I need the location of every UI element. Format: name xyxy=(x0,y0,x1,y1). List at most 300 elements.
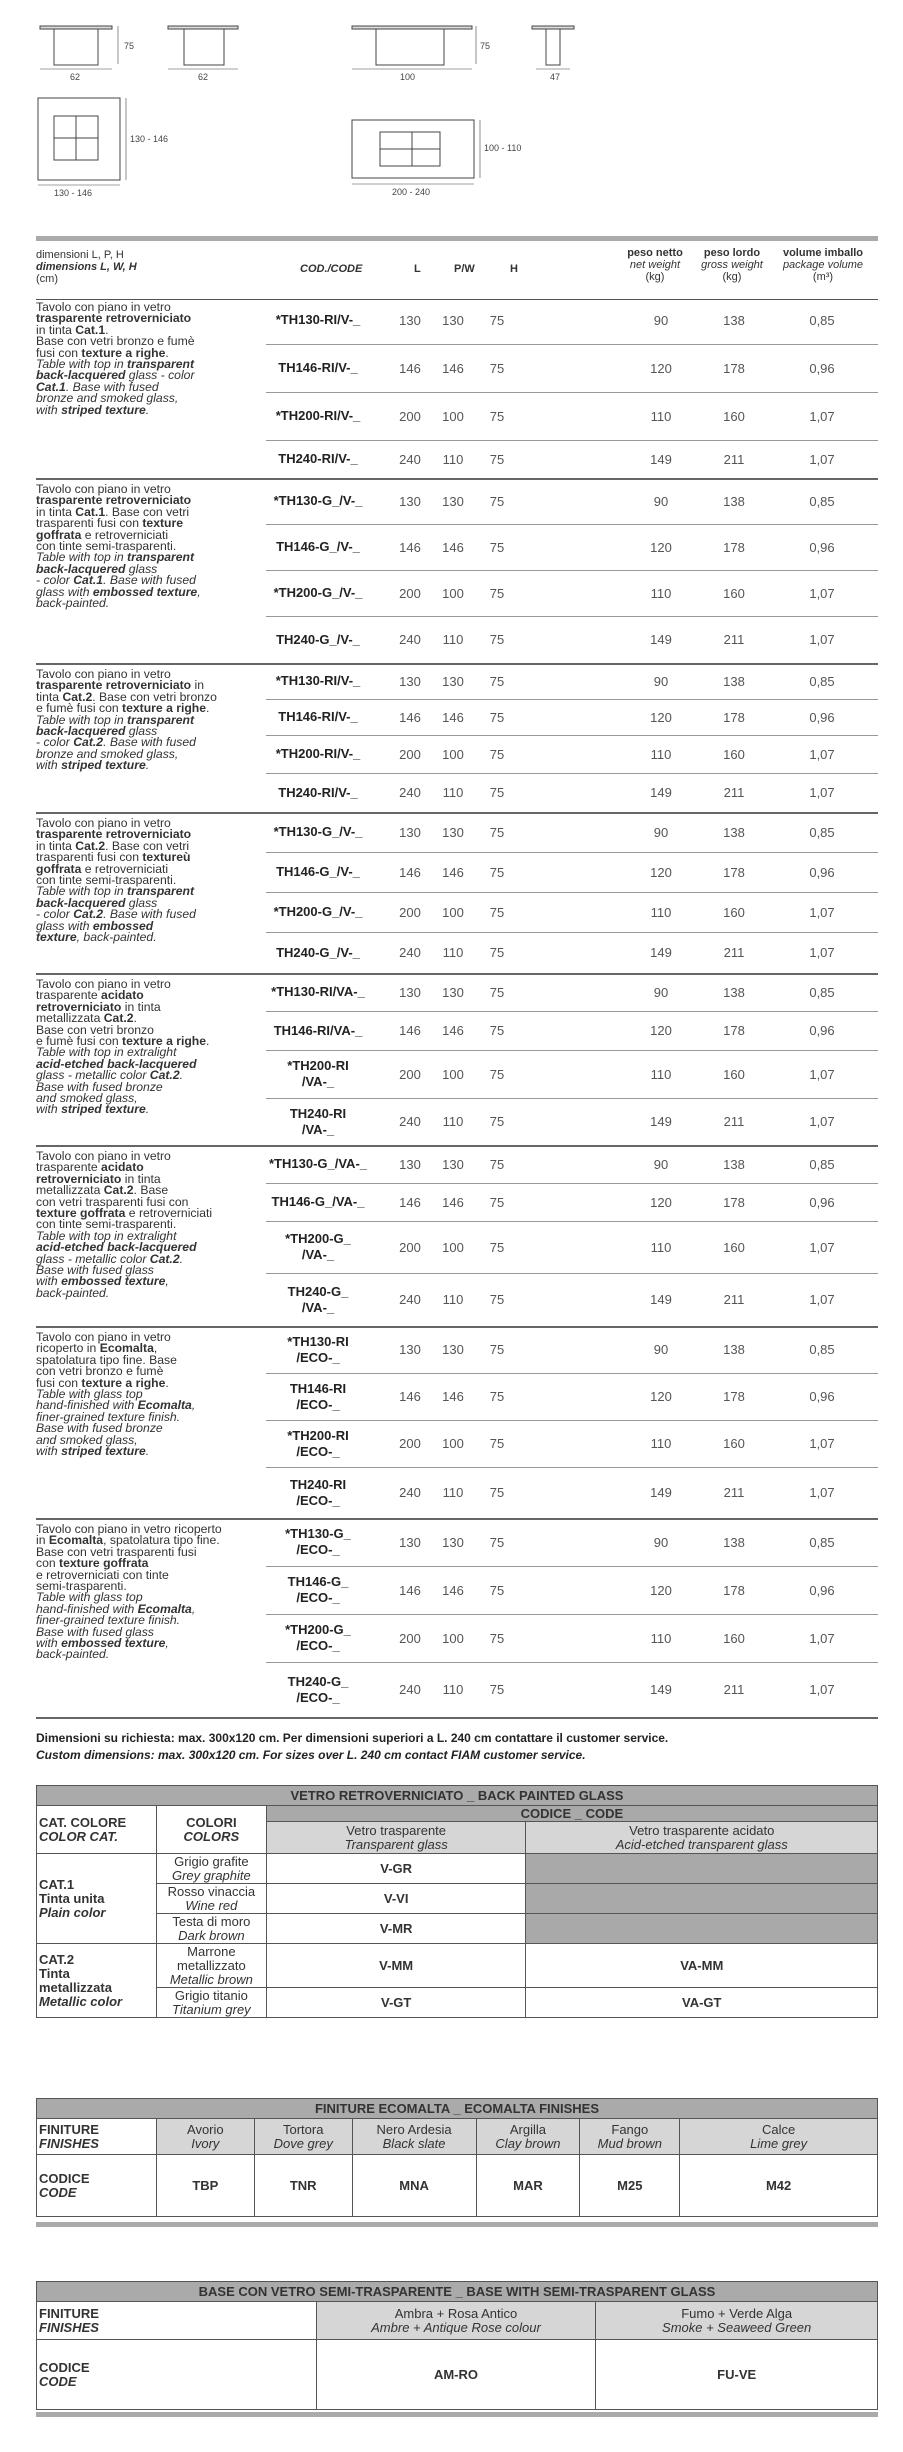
value-v: 1,07 xyxy=(809,905,835,920)
table-row xyxy=(266,1373,878,1421)
value-g: 160 xyxy=(723,905,745,920)
value-v: 0,96 xyxy=(809,865,835,880)
value-l: 240 xyxy=(399,945,421,960)
value-h: 75 xyxy=(489,825,505,840)
dim-top1-width: 130 - 146 xyxy=(54,188,93,198)
value-w: 130 xyxy=(442,1157,464,1172)
value-g: 160 xyxy=(723,747,745,762)
value-l: 200 xyxy=(399,1240,421,1255)
value-n: 110 xyxy=(650,409,672,424)
value-n: 120 xyxy=(650,865,672,880)
value-n: 149 xyxy=(650,452,672,467)
finishes-label: FINITURE FINISHES xyxy=(37,2302,317,2340)
product-code: *TH130-RI/VA-_ xyxy=(271,984,365,999)
value-g: 160 xyxy=(723,586,745,601)
table-row xyxy=(266,1098,878,1145)
table-row xyxy=(266,296,878,345)
value-h: 75 xyxy=(489,1067,505,1082)
table-row xyxy=(266,1183,878,1222)
value-l: 130 xyxy=(399,985,421,1000)
table-row xyxy=(266,663,878,700)
value-w: 146 xyxy=(442,361,464,376)
value-n: 110 xyxy=(650,586,672,601)
value-v: 0,85 xyxy=(809,674,835,689)
color-cell: Rosso vinaccia Wine red xyxy=(156,1884,266,1914)
value-h: 75 xyxy=(489,1682,505,1697)
value-l: 146 xyxy=(399,361,421,376)
value-n: 149 xyxy=(650,1682,672,1697)
group-4-description: Tavolo con piano in vetro trasparente retroverniciato in tinta Cat.2. Base con vetri trasparenti fusi con textureù goffrata e retroverniciati con tinte semi-trasparenti. Table with top in transparent back-lacquered glass - color Cat.2. Base with fused glass with embossed texture, back-painted. xyxy=(36,816,196,945)
value-w: 110 xyxy=(442,452,464,467)
header-dimensions: dimensioni L, P, H dimensions L, W, H (cm) xyxy=(36,249,137,285)
product-code: TH146-G_/VA-_ xyxy=(271,1194,365,1209)
code-cell: V-VI xyxy=(266,1884,526,1914)
value-l: 200 xyxy=(399,409,421,424)
value-w: 146 xyxy=(442,540,464,555)
value-l: 240 xyxy=(399,1114,421,1129)
table-row xyxy=(266,1662,878,1717)
finish-code: AM-RO xyxy=(316,2340,596,2410)
finish-name: Avorio Ivory xyxy=(156,2119,254,2155)
color-cell: Marrone metallizzato Metallic brown xyxy=(156,1944,266,1988)
value-h: 75 xyxy=(489,313,505,328)
value-n: 149 xyxy=(650,1292,672,1307)
table-row xyxy=(266,735,878,774)
value-v: 0,85 xyxy=(809,825,835,840)
value-g: 160 xyxy=(723,409,745,424)
code-cell: VA-MM xyxy=(526,1944,878,1988)
dim-width-2: 62 xyxy=(198,72,209,82)
product-code: TH146-G_ /ECO-_ xyxy=(287,1574,349,1605)
finish-code: MAR xyxy=(476,2155,580,2217)
value-w: 146 xyxy=(442,865,464,880)
value-h: 75 xyxy=(489,1240,505,1255)
product-code: TH240-G_ /VA-_ xyxy=(287,1284,349,1315)
dim-top1-height: 130 - 146 xyxy=(130,134,169,144)
product-code: TH146-RI /ECO-_ xyxy=(289,1381,347,1412)
value-l: 130 xyxy=(399,494,421,509)
product-group xyxy=(36,812,878,975)
value-v: 0,96 xyxy=(809,1023,835,1038)
value-w: 110 xyxy=(442,1292,464,1307)
value-l: 240 xyxy=(399,1485,421,1500)
value-h: 75 xyxy=(489,494,505,509)
value-n: 90 xyxy=(653,1157,669,1172)
value-l: 240 xyxy=(399,1292,421,1307)
value-n: 120 xyxy=(650,361,672,376)
product-code: TH146-RI/V-_ xyxy=(278,709,358,724)
acid-etched-glass-header: Vetro trasparente acidato Acid-etched transparent glass xyxy=(526,1822,878,1854)
code-label: CODICE CODE xyxy=(37,2155,157,2217)
value-v: 1,07 xyxy=(809,945,835,960)
value-v: 1,07 xyxy=(809,1114,835,1129)
value-n: 90 xyxy=(653,825,669,840)
value-n: 120 xyxy=(650,1023,672,1038)
product-code: TH240-G_ /ECO-_ xyxy=(287,1674,349,1705)
table-row xyxy=(266,1467,878,1518)
finish-name: Fango Mud brown xyxy=(580,2119,680,2155)
table-row xyxy=(266,524,878,571)
table-row xyxy=(266,932,878,973)
value-l: 146 xyxy=(399,710,421,725)
ecomalta-finishes-table xyxy=(36,2098,878,2217)
value-w: 146 xyxy=(442,710,464,725)
value-n: 149 xyxy=(650,1485,672,1500)
value-g: 178 xyxy=(723,865,745,880)
value-w: 100 xyxy=(442,905,464,920)
value-n: 120 xyxy=(650,1583,672,1598)
value-h: 75 xyxy=(489,1292,505,1307)
value-n: 90 xyxy=(653,985,669,1000)
value-g: 138 xyxy=(723,1157,745,1172)
table-row xyxy=(266,699,878,736)
value-g: 138 xyxy=(723,985,745,1000)
finish-code: MNA xyxy=(352,2155,476,2217)
value-v: 1,07 xyxy=(809,785,835,800)
value-g: 178 xyxy=(723,361,745,376)
finish-name: Calce Lime grey xyxy=(680,2119,878,2155)
product-group xyxy=(36,663,878,814)
value-v: 1,07 xyxy=(809,1485,835,1500)
product-code: *TH130-G_/V-_ xyxy=(273,493,363,508)
product-code: TH146-G_/V-_ xyxy=(276,539,360,554)
value-g: 138 xyxy=(723,674,745,689)
finish-code: TBP xyxy=(156,2155,254,2217)
value-h: 75 xyxy=(489,1342,505,1357)
value-n: 110 xyxy=(650,747,672,762)
empty-code-cell xyxy=(526,1914,878,1944)
value-n: 110 xyxy=(650,1067,672,1082)
product-code: TH240-RI/V-_ xyxy=(278,785,358,800)
dim-height-1: 75 xyxy=(124,41,135,51)
product-group xyxy=(36,1326,878,1520)
value-l: 146 xyxy=(399,540,421,555)
value-v: 1,07 xyxy=(809,1631,835,1646)
value-n: 149 xyxy=(650,945,672,960)
value-h: 75 xyxy=(489,586,505,601)
product-group xyxy=(36,478,878,665)
table-row xyxy=(266,973,878,1012)
value-g: 178 xyxy=(723,1195,745,1210)
group-1-description: Tavolo con piano in vetro trasparente retroverniciato in tinta Cat.1. Base con vetri bronzo e fumè fusi con texture a righe. Table with top in transparent back-lacquered glass - color Cat.1. Base with fused bronze and smoked glass, with striped texture. xyxy=(36,300,195,417)
product-code: *TH130-G_ /ECO-_ xyxy=(285,1526,351,1557)
value-l: 130 xyxy=(399,1342,421,1357)
value-v: 1,07 xyxy=(809,1067,835,1082)
value-n: 120 xyxy=(650,1389,672,1404)
table-row xyxy=(266,392,878,441)
table-row xyxy=(266,1011,878,1051)
transparent-glass-header: Vetro trasparente Transparent glass xyxy=(266,1822,526,1854)
group-7-description: Tavolo con piano in vetro ricoperto in Ecomalta, spatolatura tipo fine. Base con vetri bronzo e fumè fusi con texture a righe. Table with glass top hand-finished with Ecomalta, finer-grained texture finish. Base with fused bronze and smoked glass, with striped texture. xyxy=(36,1330,196,1459)
value-v: 1,07 xyxy=(809,632,835,647)
product-drawings xyxy=(0,0,903,200)
color-cell: Grigio grafite Grey graphite xyxy=(156,1854,266,1884)
color-category-header: CAT. COLORE COLOR CAT. xyxy=(37,1806,157,1854)
ecomalta-bottom-rule xyxy=(36,2222,878,2227)
product-code: TH240-RI /VA-_ xyxy=(289,1106,347,1137)
code-cell: V-GR xyxy=(266,1854,526,1884)
color-cell: Testa di moro Dark brown xyxy=(156,1914,266,1944)
value-n: 90 xyxy=(653,674,669,689)
value-w: 110 xyxy=(442,1114,464,1129)
value-w: 146 xyxy=(442,1389,464,1404)
table-row xyxy=(266,812,878,853)
empty-code-cell xyxy=(526,1884,878,1914)
custom-dimensions-note-it: Dimensioni su richiesta: max. 300x120 cm. Per dimensioni superiori a L. 240 cm contattare il customer service. xyxy=(36,1731,669,1745)
value-v: 0,96 xyxy=(809,1195,835,1210)
value-l: 200 xyxy=(399,905,421,920)
value-w: 130 xyxy=(442,494,464,509)
product-group xyxy=(36,1145,878,1328)
table-row xyxy=(266,1614,878,1663)
value-h: 75 xyxy=(489,632,505,647)
value-l: 200 xyxy=(399,1436,421,1451)
header-volume: volume imballo package volume (m³) xyxy=(782,247,864,283)
table-row xyxy=(266,892,878,933)
value-l: 240 xyxy=(399,632,421,647)
value-w: 110 xyxy=(442,785,464,800)
table-row xyxy=(266,1145,878,1184)
value-v: 0,85 xyxy=(809,1157,835,1172)
value-h: 75 xyxy=(489,710,505,725)
table-row xyxy=(266,1518,878,1567)
value-n: 110 xyxy=(650,1240,672,1255)
table-row xyxy=(266,1221,878,1274)
value-g: 138 xyxy=(723,825,745,840)
value-l: 240 xyxy=(399,452,421,467)
value-l: 130 xyxy=(399,825,421,840)
value-l: 130 xyxy=(399,313,421,328)
value-h: 75 xyxy=(489,409,505,424)
value-h: 75 xyxy=(489,1436,505,1451)
group-5-description: Tavolo con piano in vetro trasparente acidato retroverniciato in tinta metallizzata Cat.2. Base con vetri bronzo e fumè fusi con texture a righe. Table with top in extralight acid-etched back-lacquered glass - metallic color Cat.2. Base with fused bronze and smoked glass, with striped texture. xyxy=(36,977,210,1117)
value-v: 0,85 xyxy=(809,985,835,1000)
value-g: 160 xyxy=(723,1240,745,1255)
table-row xyxy=(266,1420,878,1468)
value-v: 1,07 xyxy=(809,747,835,762)
value-v: 0,96 xyxy=(809,540,835,555)
value-g: 211 xyxy=(723,1485,745,1500)
value-n: 90 xyxy=(653,313,669,328)
finish-name: Nero Ardesia Black slate xyxy=(352,2119,476,2155)
value-l: 240 xyxy=(399,785,421,800)
value-h: 75 xyxy=(489,865,505,880)
value-w: 100 xyxy=(442,409,464,424)
value-h: 75 xyxy=(489,1583,505,1598)
value-h: 75 xyxy=(489,1195,505,1210)
product-code: TH146-G_/V-_ xyxy=(276,864,360,879)
value-g: 138 xyxy=(723,494,745,509)
group-2-description: Tavolo con piano in vetro trasparente retroverniciato in tinta Cat.1. Base con vetri trasparenti fusi con texture goffrata e retroverniciati con tinte semi-trasparenti. Table with top in transparent back-lacquered glass - color Cat.1. Base with fused glass with embossed texture, back-painted. xyxy=(36,482,201,611)
value-n: 90 xyxy=(653,1342,669,1357)
code-cell: V-MR xyxy=(266,1914,526,1944)
cat1-label: CAT.1 Tinta unita Plain color xyxy=(37,1854,157,1944)
value-g: 178 xyxy=(723,710,745,725)
product-group xyxy=(36,1518,878,1719)
value-v: 0,96 xyxy=(809,710,835,725)
value-h: 75 xyxy=(489,452,505,467)
product-code: *TH200-G_ /VA-_ xyxy=(285,1231,351,1262)
value-g: 211 xyxy=(723,452,745,467)
value-h: 75 xyxy=(489,1389,505,1404)
code-header: CODICE _ CODE xyxy=(266,1806,877,1822)
product-code: *TH130-RI/V-_ xyxy=(275,673,361,688)
value-l: 200 xyxy=(399,1067,421,1082)
value-g: 138 xyxy=(723,1535,745,1550)
value-n: 110 xyxy=(650,1631,672,1646)
dim-width-1: 62 xyxy=(70,72,81,82)
value-l: 200 xyxy=(399,747,421,762)
value-n: 110 xyxy=(650,905,672,920)
finish-code: M42 xyxy=(680,2155,878,2217)
value-l: 130 xyxy=(399,1157,421,1172)
value-h: 75 xyxy=(489,1485,505,1500)
value-w: 130 xyxy=(442,313,464,328)
product-code: *TH200-G_ /ECO-_ xyxy=(285,1622,351,1653)
ecomalta-title: FINITURE ECOMALTA _ ECOMALTA FINISHES xyxy=(37,2099,878,2119)
finishes-label: FINITURE FINISHES xyxy=(37,2119,157,2155)
header-pw: P/W xyxy=(454,263,475,275)
value-n: 149 xyxy=(650,632,672,647)
value-l: 146 xyxy=(399,1023,421,1038)
table-row xyxy=(266,440,878,478)
header-l: L xyxy=(414,263,421,275)
value-h: 75 xyxy=(489,1023,505,1038)
finish-name: Fumo + Verde Alga Smoke + Seaweed Green xyxy=(596,2302,878,2340)
value-w: 110 xyxy=(442,945,464,960)
product-code: TH240-G_/V-_ xyxy=(276,632,360,647)
value-h: 75 xyxy=(489,747,505,762)
value-l: 130 xyxy=(399,1535,421,1550)
code-cell: V-GT xyxy=(266,1988,526,2018)
value-h: 75 xyxy=(489,1535,505,1550)
custom-dimensions-note-en: Custom dimensions: max. 300x120 cm. For sizes over L. 240 cm contact FIAM customer service. xyxy=(36,1748,586,1762)
finish-name: Argilla Clay brown xyxy=(476,2119,580,2155)
value-g: 211 xyxy=(723,1114,745,1129)
product-code: TH240-RI /ECO-_ xyxy=(289,1477,347,1508)
semi-transparent-base-table xyxy=(36,2281,878,2410)
value-g: 138 xyxy=(723,313,745,328)
semi-bottom-rule xyxy=(36,2412,878,2417)
table-row xyxy=(266,1273,878,1326)
finish-code: FU-VE xyxy=(596,2340,878,2410)
value-w: 100 xyxy=(442,747,464,762)
value-g: 138 xyxy=(723,1342,745,1357)
value-g: 211 xyxy=(723,632,745,647)
finish-code: M25 xyxy=(580,2155,680,2217)
value-n: 149 xyxy=(650,1114,672,1129)
table-row xyxy=(266,570,878,617)
value-g: 211 xyxy=(723,785,745,800)
value-w: 130 xyxy=(442,1342,464,1357)
value-w: 146 xyxy=(442,1023,464,1038)
value-n: 110 xyxy=(650,1436,672,1451)
colors-header: COLORI COLORS xyxy=(156,1806,266,1854)
value-l: 200 xyxy=(399,586,421,601)
value-l: 200 xyxy=(399,1631,421,1646)
finish-code: TNR xyxy=(254,2155,352,2217)
value-v: 1,07 xyxy=(809,586,835,601)
table-row xyxy=(266,616,878,663)
value-h: 75 xyxy=(489,1631,505,1646)
value-v: 0,85 xyxy=(809,494,835,509)
value-g: 160 xyxy=(723,1631,745,1646)
value-g: 178 xyxy=(723,1583,745,1598)
value-v: 0,96 xyxy=(809,1389,835,1404)
code-cell: V-MM xyxy=(266,1944,526,1988)
table-row xyxy=(266,478,878,525)
value-g: 178 xyxy=(723,1023,745,1038)
value-g: 211 xyxy=(723,1292,745,1307)
semi-title: BASE CON VETRO SEMI-TRASPARENTE _ BASE WITH SEMI-TRASPARENT GLASS xyxy=(37,2282,878,2302)
product-code: *TH130-G_/VA-_ xyxy=(268,1156,367,1171)
value-h: 75 xyxy=(489,985,505,1000)
value-h: 75 xyxy=(489,905,505,920)
value-h: 75 xyxy=(489,361,505,376)
product-code: *TH200-RI/V-_ xyxy=(275,408,361,423)
value-v: 1,07 xyxy=(809,1292,835,1307)
value-v: 0,96 xyxy=(809,1583,835,1598)
value-h: 75 xyxy=(489,1157,505,1172)
value-w: 100 xyxy=(442,1436,464,1451)
value-w: 110 xyxy=(442,1682,464,1697)
value-g: 160 xyxy=(723,1067,745,1082)
product-code: TH146-RI/V-_ xyxy=(278,360,358,375)
value-v: 1,07 xyxy=(809,1682,835,1697)
value-w: 146 xyxy=(442,1583,464,1598)
product-code: *TH200-RI /ECO-_ xyxy=(287,1428,349,1459)
value-h: 75 xyxy=(489,785,505,800)
value-v: 0,96 xyxy=(809,361,835,376)
value-l: 130 xyxy=(399,674,421,689)
back-painted-glass-table xyxy=(36,1785,878,2018)
table-row xyxy=(266,1050,878,1099)
header-gross-weight: peso lordo gross weight (kg) xyxy=(701,247,763,283)
finish-name: Ambra + Rosa Antico Ambre + Antique Rose colour xyxy=(316,2302,596,2340)
value-w: 130 xyxy=(442,1535,464,1550)
dim-top2-height: 100 - 110 xyxy=(484,143,522,153)
product-code: *TH200-RI/V-_ xyxy=(275,746,361,761)
value-h: 75 xyxy=(489,1114,505,1129)
value-w: 130 xyxy=(442,825,464,840)
dim-width-4: 47 xyxy=(550,72,561,82)
product-code: TH240-G_/V-_ xyxy=(276,945,360,960)
value-h: 75 xyxy=(489,945,505,960)
value-n: 149 xyxy=(650,785,672,800)
header-h: H xyxy=(510,263,518,275)
value-w: 100 xyxy=(442,1631,464,1646)
product-code: *TH130-G_/V-_ xyxy=(273,824,363,839)
value-v: 1,07 xyxy=(809,409,835,424)
finish-name: Tortora Dove grey xyxy=(254,2119,352,2155)
header-code: COD./CODE xyxy=(300,263,363,275)
value-g: 178 xyxy=(723,540,745,555)
dim-width-3: 100 xyxy=(400,72,416,82)
value-l: 240 xyxy=(399,1682,421,1697)
value-v: 0,85 xyxy=(809,313,835,328)
value-v: 0,85 xyxy=(809,1342,835,1357)
header-net-weight: peso netto net weight (kg) xyxy=(627,247,683,283)
product-group xyxy=(36,973,878,1147)
value-w: 130 xyxy=(442,674,464,689)
value-n: 120 xyxy=(650,540,672,555)
value-v: 1,07 xyxy=(809,1240,835,1255)
dim-top2-width: 200 - 240 xyxy=(392,187,431,197)
value-l: 146 xyxy=(399,1389,421,1404)
product-code: TH240-RI/V-_ xyxy=(278,451,358,466)
value-n: 120 xyxy=(650,1195,672,1210)
value-w: 100 xyxy=(442,586,464,601)
